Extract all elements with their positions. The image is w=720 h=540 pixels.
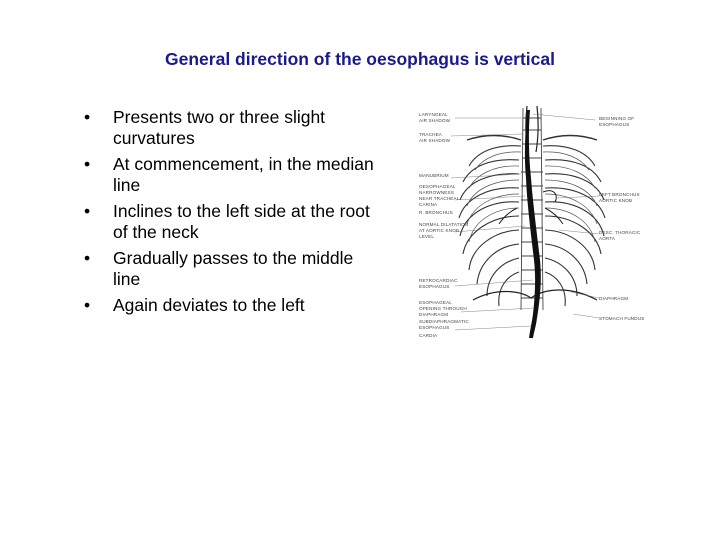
label-subdiaphragmatic: SUBDIAPHRAGMATIC xyxy=(419,319,469,324)
bullet-text: At commencement, in the median line xyxy=(113,154,374,195)
label-air-shadow: AIR SHADOW xyxy=(419,138,451,143)
bullet-marker: • xyxy=(84,295,91,315)
label-diaphragm: DIAPHRAGM xyxy=(599,296,629,301)
bullet-text: Gradually passes to the middle line xyxy=(113,248,354,289)
label-diaphragm: DIAPHRAGM xyxy=(419,312,449,317)
oesophagus-anatomy-figure xyxy=(403,104,661,342)
label-level: LEVEL xyxy=(419,234,435,239)
oesophagus-xray-sketch xyxy=(403,104,661,342)
label-cardia: CARDIA xyxy=(419,333,438,338)
bullet-item xyxy=(84,107,384,149)
bullet-marker: • xyxy=(84,201,91,221)
rib-cage-right xyxy=(543,146,605,306)
bullet-text: Presents two or three slight curvatures xyxy=(113,107,326,148)
label-r-bronchus: R. BRONCHUS xyxy=(419,210,453,215)
bullet-text: Again deviates to the left xyxy=(113,295,305,315)
bullet-item xyxy=(84,201,384,243)
bullet-item xyxy=(84,248,384,290)
label-esophagus: ESOPHAGUS xyxy=(599,122,630,127)
label-oesophageal: OESOPHAGEAL xyxy=(419,184,456,189)
label-retrocardiac: RETROCARDIAC xyxy=(419,278,458,283)
slide-title: General direction of the oesophagus is vertical xyxy=(165,49,555,69)
label-stomach-fundus: STOMACH FUNDUS xyxy=(599,316,645,321)
label-near-tracheal: NEAR TRACHEAL xyxy=(419,196,460,201)
bullet-text: Inclines to the left side at the root of the neck xyxy=(113,201,370,242)
label-opening-through: OPENING THROUGH xyxy=(419,306,467,311)
bullet-marker: • xyxy=(84,248,91,268)
bullet-list xyxy=(84,107,384,321)
label-esophagus: ESOPHAGUS xyxy=(419,325,450,330)
label-aortic-knob: AORTIC KNOB xyxy=(599,198,633,203)
label-esophagus: ESOPHAGUS xyxy=(419,284,450,289)
clavicles xyxy=(467,136,597,141)
bullet-item xyxy=(84,154,384,196)
label-manubrium: MANUBRIUM xyxy=(419,173,449,178)
bullet-marker: • xyxy=(84,107,91,127)
bullet-item xyxy=(84,295,384,316)
label-trachea: TRACHEA xyxy=(419,132,443,137)
label-narrowness: NARROWNESS xyxy=(419,190,454,195)
label-beginning-of: BEGINNING OF xyxy=(599,116,635,121)
label-at-aortic-knob: AT AORTIC KNOB xyxy=(419,228,460,233)
label-normal-dilatation: NORMAL DILATATION xyxy=(419,222,469,227)
label-carina: CARINA xyxy=(419,202,438,207)
bullet-marker: • xyxy=(84,154,91,174)
label-desc-thoracic: DESC. THORACIC xyxy=(599,230,641,235)
label-aorta: AORTA xyxy=(599,236,616,241)
label-left-bronchus: LEFT BRONCHUS xyxy=(599,192,640,197)
label-esophageal: ESOPHAGEAL xyxy=(419,300,452,305)
label-laryngeal: LARYNGEAL xyxy=(419,112,448,117)
label-air-shadow: AIR SHADOW xyxy=(419,118,451,123)
